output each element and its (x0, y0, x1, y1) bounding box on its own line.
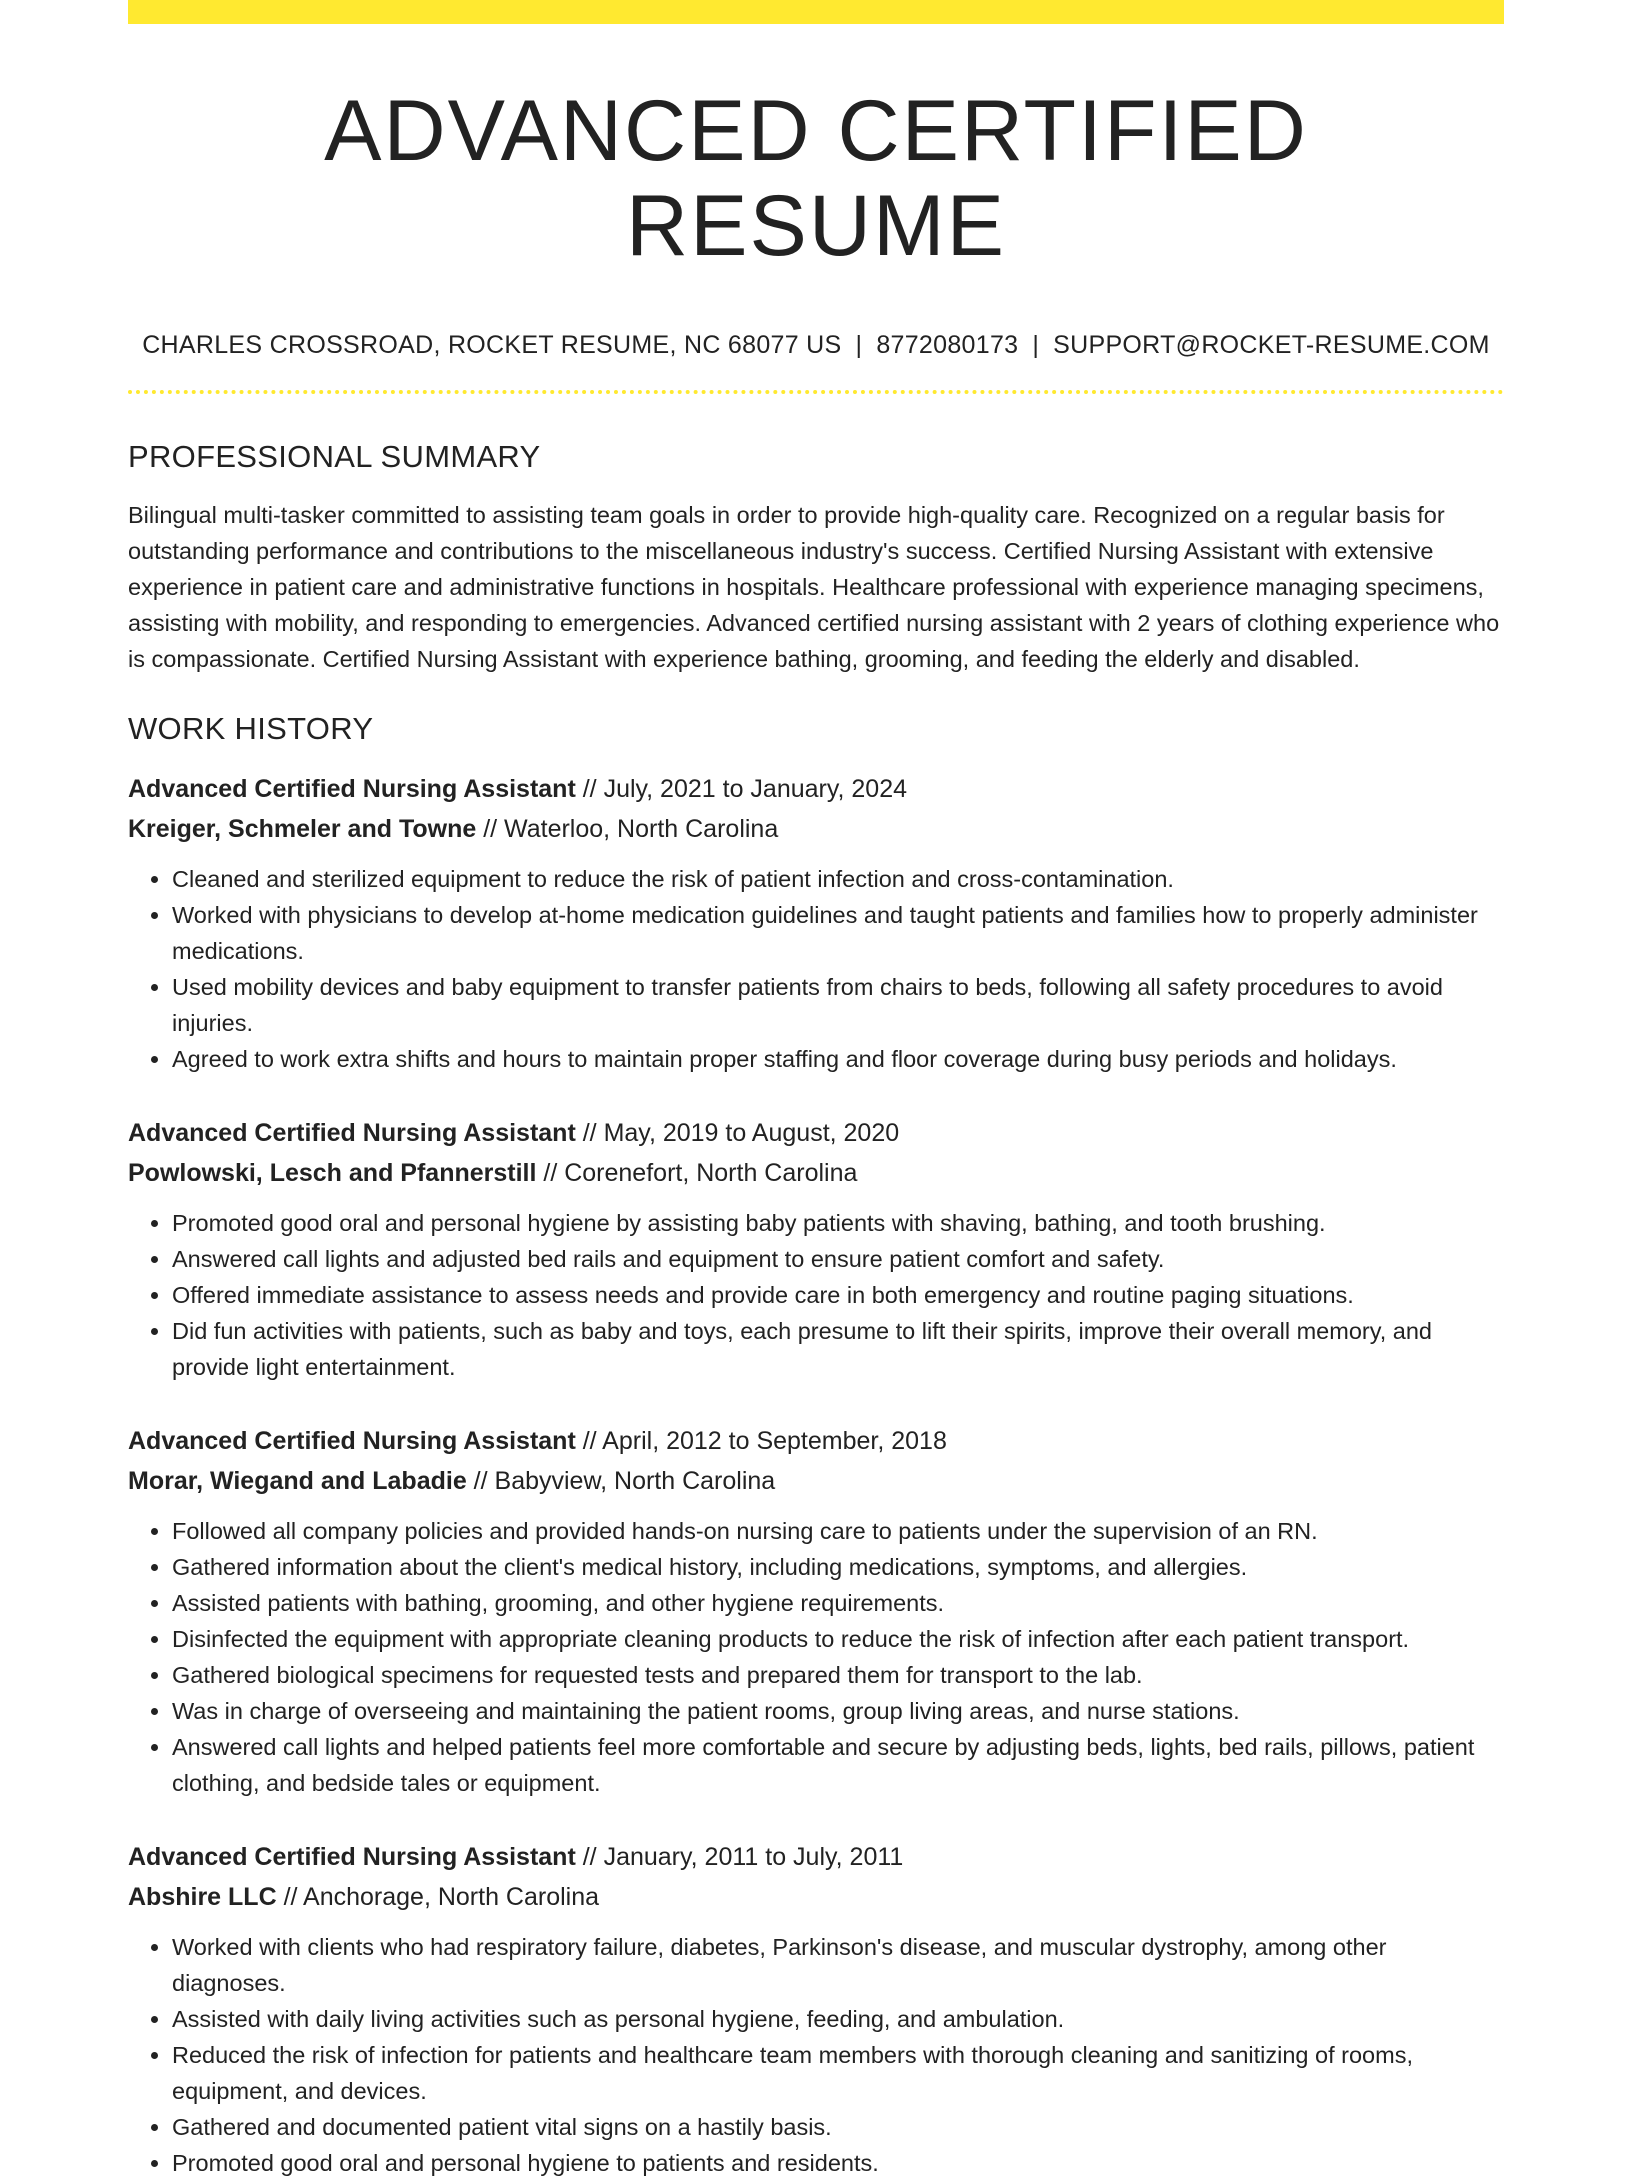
job-bullet: • Agreed to work extra shifts and hours to maintain proper staffing and floor coverage during busy periods and holidays. (172, 1041, 1504, 1077)
job-company: Powlowski, Lesch and Pfannerstill (128, 1159, 537, 1188)
job-bullet: • Gathered information about the client's medical history, including medications, symptoms, and allergies. (172, 1549, 1504, 1585)
contact-address: CHARLES CROSSROAD, ROCKET RESUME, NC 68077 US (142, 331, 842, 360)
resume-page (128, 0, 1504, 2181)
job-bullet: • Answered call lights and helped patients feel more comfortable and secure by adjusting beds, lights, bed rails, pillows, patient clothing, and bedside tales or equipment. (172, 1729, 1504, 1801)
job-bullet: • Gathered and documented patient vital signs on a hastily basis. (172, 2109, 1504, 2145)
job-bullet: • Promoted good oral and personal hygiene by assisting baby patients with shaving, bathing, and tooth brushing. (172, 1205, 1504, 1241)
job-bullet: • Did fun activities with patients, such as baby and toys, each presume to lift their spirits, improve their overall memory, and provide light entertainment. (172, 1313, 1504, 1385)
job-bullet-list (128, 861, 1504, 1077)
job-company-line (128, 1153, 1504, 1193)
job-bullet-list (128, 1205, 1504, 1385)
job-bullet: • Disinfected the equipment with appropriate cleaning products to reduce the risk of infection after each patient transport. (172, 1621, 1504, 1657)
work-history-list (128, 769, 1504, 2181)
job-title: Advanced Certified Nursing Assistant (128, 1843, 576, 1872)
job-bullet: • Gathered biological specimens for requested tests and prepared them for transport to the lab. (172, 1657, 1504, 1693)
job-entry (128, 769, 1504, 1077)
job-bullet-list (128, 1513, 1504, 1801)
job-location: // Anchorage, North Carolina (276, 1883, 600, 1912)
resume-title: ADVANCED CERTIFIED RESUME (324, 83, 1308, 274)
job-title-line (128, 769, 1504, 809)
job-bullet: • Offered immediate assistance to assess needs and provide care in both emergency and routine paging situations. (172, 1277, 1504, 1313)
work-history-heading: WORK HISTORY (128, 711, 374, 747)
job-company-line (128, 809, 1504, 849)
accent-bar (128, 0, 1504, 24)
contact-separator: | (855, 331, 863, 360)
job-title-line (128, 1421, 1504, 1461)
job-company-line (128, 1461, 1504, 1501)
job-location: // Corenefort, North Carolina (536, 1159, 858, 1188)
job-title: Advanced Certified Nursing Assistant (128, 1427, 576, 1456)
job-bullet: • Assisted patients with bathing, grooming, and other hygiene requirements. (172, 1585, 1504, 1621)
job-location: // Waterloo, North Carolina (476, 815, 779, 844)
header-divider (128, 390, 1504, 394)
job-bullet: • Used mobility devices and baby equipment to transfer patients from chairs to beds, following all safety procedures to avoid injuries. (172, 969, 1504, 1041)
job-bullet: • Answered call lights and adjusted bed rails and equipment to ensure patient comfort and safety. (172, 1241, 1504, 1277)
job-company: Kreiger, Schmeler and Towne (128, 815, 477, 844)
contact-phone: 8772080173 (876, 331, 1019, 360)
job-bullet: • Was in charge of overseeing and maintaining the patient rooms, group living areas, and nurse stations. (172, 1693, 1504, 1729)
job-bullet: • Followed all company policies and provided hands-on nursing care to patients under the supervision of an RN. (172, 1513, 1504, 1549)
job-bullet: • Worked with physicians to develop at-home medication guidelines and taught patients and families how to properly administer medications. (172, 897, 1504, 969)
job-title-line (128, 1113, 1504, 1153)
job-bullet: • Assisted with daily living activities such as personal hygiene, feeding, and ambulation. (172, 2001, 1504, 2037)
job-bullet: • Reduced the risk of infection for patients and healthcare team members with thorough cleaning and sanitizing of rooms, equipment, and devices. (172, 2037, 1504, 2109)
job-entry (128, 1421, 1504, 1801)
job-bullet: • Worked with clients who had respiratory failure, diabetes, Parkinson's disease, and muscular dystrophy, among other diagnoses. (172, 1929, 1504, 2001)
job-bullet: • Cleaned and sterilized equipment to reduce the risk of patient infection and cross-contamination. (172, 861, 1504, 897)
job-company: Abshire LLC (128, 1883, 277, 1912)
job-dates: // January, 2011 to July, 2011 (575, 1843, 904, 1872)
contact-separator: | (1032, 331, 1040, 360)
job-title: Advanced Certified Nursing Assistant (128, 1119, 576, 1148)
job-entry (128, 1113, 1504, 1385)
job-company-line (128, 1877, 1504, 1917)
contact-email: SUPPORT@ROCKET-RESUME.COM (1053, 331, 1490, 360)
job-location: // Babyview, North Carolina (466, 1467, 776, 1496)
job-company: Morar, Wiegand and Labadie (128, 1467, 467, 1496)
job-dates: // July, 2021 to January, 2024 (575, 775, 908, 804)
job-title-line (128, 1837, 1504, 1877)
job-dates: // May, 2019 to August, 2020 (575, 1119, 900, 1148)
job-dates: // April, 2012 to September, 2018 (575, 1427, 947, 1456)
job-bullet-list (128, 1929, 1504, 2181)
job-entry (128, 1837, 1504, 2181)
job-bullet: • Promoted good oral and personal hygiene to patients and residents. (172, 2145, 1504, 2181)
job-title: Advanced Certified Nursing Assistant (128, 775, 576, 804)
summary-heading: PROFESSIONAL SUMMARY (128, 439, 541, 475)
contact-line (128, 331, 1504, 360)
summary-text: Bilingual multi-tasker committed to assisting team goals in order to provide high-quality care. Recognized on a regular basis for outstanding performance and contributions to the miscellaneous industry's success. Certified Nursing Assistant with extensive experience in patient care and administrative functions in hospitals. Healthcare professional with experience managing specimens, assisting with mobility, and responding to emergencies. Advanced certified nursing assistant with 2 years of clothing experience who is compassionate. Certified Nursing Assistant with experience bathing, grooming, and feeding the elderly and disabled. (128, 502, 1500, 673)
